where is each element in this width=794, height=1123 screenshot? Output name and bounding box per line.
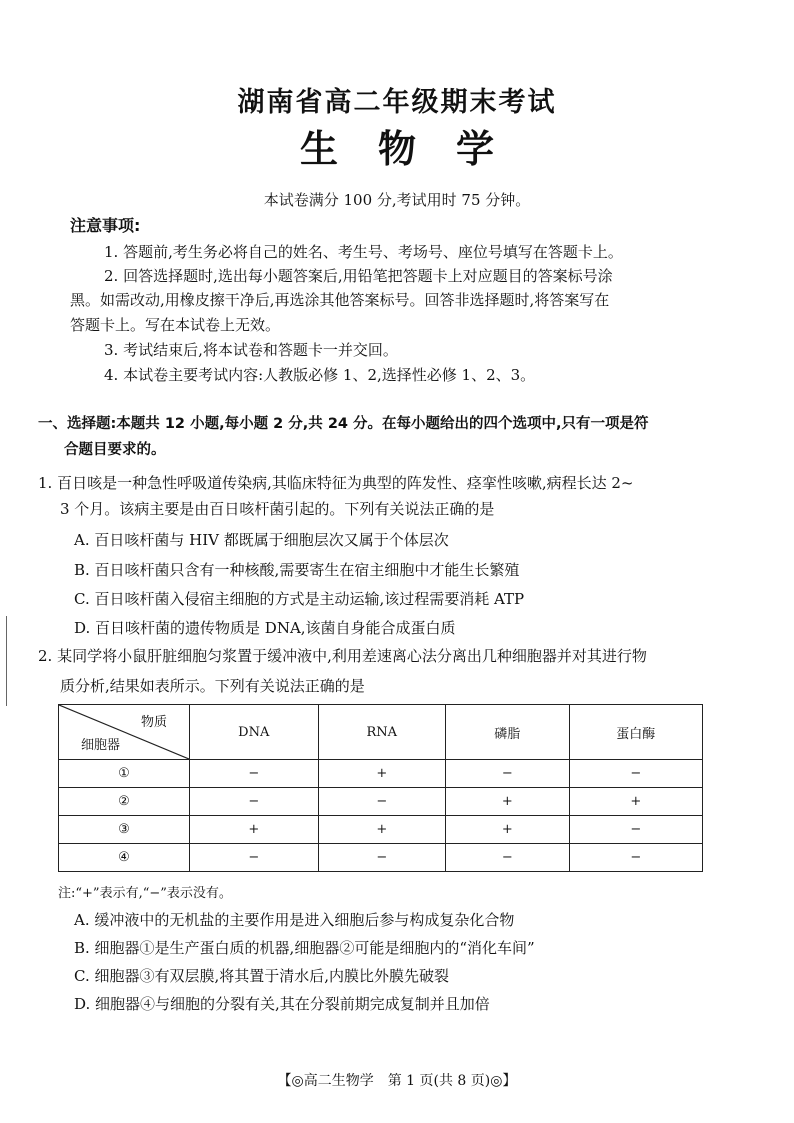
table-header-row xyxy=(59,705,703,760)
subject-title: 生物学 xyxy=(299,127,534,171)
column-header: 磷脂 xyxy=(446,705,569,760)
row-label: ② xyxy=(59,788,190,816)
section-heading-line-2: 合题目要求的。 xyxy=(64,442,166,458)
organelle-table xyxy=(58,704,703,872)
table-cell: − xyxy=(190,844,319,872)
row-label: ① xyxy=(59,760,190,788)
table-cell: + xyxy=(569,788,702,816)
table-cell: + xyxy=(318,816,446,844)
table-row xyxy=(59,816,703,844)
table-cell: + xyxy=(190,816,319,844)
q2-option-b: B. 细胞器①是生产蛋白质的机器,细胞器②可能是细胞内的“消化车间” xyxy=(74,939,535,957)
table-cell: − xyxy=(446,844,569,872)
table-row xyxy=(59,760,703,788)
diagonal-line xyxy=(59,705,189,759)
q2-stem-line-2: 质分析,结果如表所示。下列有关说法正确的是 xyxy=(60,677,365,695)
q1-stem-line-1: 1. 百日咳是一种急性呼吸道传染病,其临床特征为典型的阵发性、痉挛性咳嗽,病程长达 2~ xyxy=(38,474,634,492)
table-cell: + xyxy=(446,788,569,816)
notice-line-1: 1. 答题前,考生务必将自己的姓名、考生号、考场号、座位号填写在答题卡上。 xyxy=(104,243,623,261)
table-cell: − xyxy=(569,760,702,788)
table-cell: + xyxy=(446,816,569,844)
exam-info: 本试卷满分 100 分,考试用时 75 分钟。 xyxy=(263,191,531,209)
notice-line-3: 黑。如需改动,用橡皮擦干净后,再选涂其他答案标号。回答非选择题时,将答案写在 xyxy=(70,291,610,309)
q2-option-d: D. 细胞器④与细胞的分裂有关,其在分裂前期完成复制并且加倍 xyxy=(74,995,490,1013)
notice-line-6: 4. 本试卷主要考试内容:人教版必修 1、2,选择性必修 1、2、3。 xyxy=(104,366,536,384)
row-label: ③ xyxy=(59,816,190,844)
column-header: RNA xyxy=(318,705,446,760)
notice-line-4: 答题卡上。写在本试卷上无效。 xyxy=(70,316,281,334)
q1-option-c: C. 百日咳杆菌入侵宿主细胞的方式是主动运输,该过程需要消耗 ATP xyxy=(74,590,525,608)
table-corner-cell xyxy=(59,705,190,760)
row-label: ④ xyxy=(59,844,190,872)
q2-option-c: C. 细胞器③有双层膜,将其置于清水后,内膜比外膜先破裂 xyxy=(74,967,450,985)
corner-label-substance: 物质 xyxy=(140,715,167,730)
margin-fold-line xyxy=(6,616,7,706)
q1-stem-line-2: 3 个月。该病主要是由百日咳杆菌引起的。下列有关说法正确的是 xyxy=(60,500,495,518)
table-cell: − xyxy=(318,788,446,816)
table-row xyxy=(59,788,703,816)
q1-option-a: A. 百日咳杆菌与 HIV 都既属于细胞层次又属于个体层次 xyxy=(74,531,449,549)
q1-option-d: D. 百日咳杆菌的遗传物质是 DNA,该菌自身能合成蛋白质 xyxy=(74,619,456,637)
exam-title: 湖南省高二年级期末考试 xyxy=(237,87,557,118)
corner-label-organelle: 细胞器 xyxy=(81,738,121,753)
notice-line-5: 3. 考试结束后,将本试卷和答题卡一并交回。 xyxy=(104,341,398,359)
section-heading-line-1: 一、选择题:本题共 12 小题,每小题 2 分,共 24 分。在每小题给出的四个选项中,只有一项是符 xyxy=(38,416,649,432)
column-header: DNA xyxy=(190,705,319,760)
table-note: 注:“+”表示有,“−”表示没有。 xyxy=(58,886,232,901)
table-row xyxy=(59,844,703,872)
column-header: 蛋白酶 xyxy=(569,705,702,760)
table-cell: + xyxy=(318,760,446,788)
table-cell: − xyxy=(190,788,319,816)
q1-option-b: B. 百日咳杆菌只含有一种核酸,需要寄生在宿主细胞中才能生长繁殖 xyxy=(74,561,520,579)
table-cell: − xyxy=(318,844,446,872)
q2-option-a: A. 缓冲液中的无机盐的主要作用是进入细胞后参与构成复杂化合物 xyxy=(74,911,515,929)
table-cell: − xyxy=(569,844,702,872)
q2-stem-line-1: 2. 某同学将小鼠肝脏细胞匀浆置于缓冲液中,利用差速离心法分离出几种细胞器并对其进行物 xyxy=(38,647,647,665)
table-cell: − xyxy=(446,760,569,788)
page-footer: 【◎高二生物学 第 1 页(共 8 页)◎】 xyxy=(277,1073,517,1089)
table-cell: − xyxy=(190,760,319,788)
notice-line-2: 2. 回答选择题时,选出每小题答案后,用铅笔把答题卡上对应题目的答案标号涂 xyxy=(104,267,613,285)
notice-heading: 注意事项: xyxy=(70,216,141,235)
table-cell: − xyxy=(569,816,702,844)
